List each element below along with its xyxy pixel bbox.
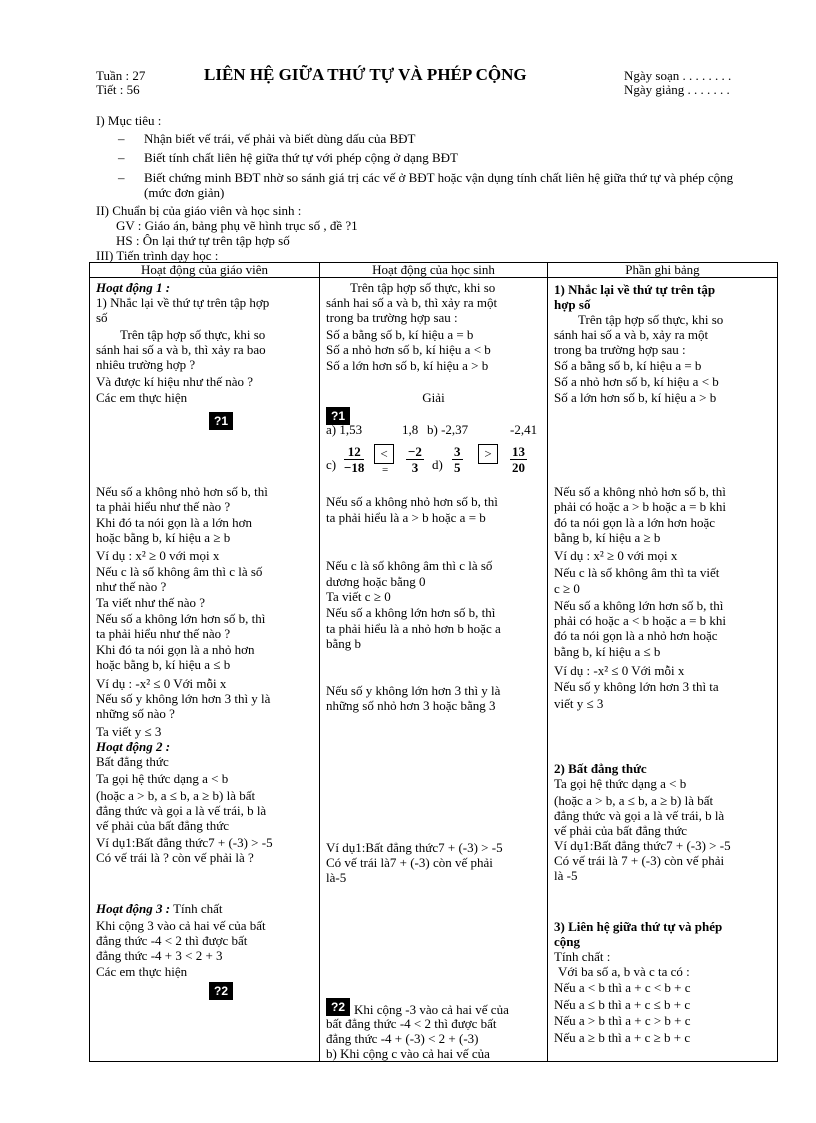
objective-item <box>118 131 768 146</box>
teacher-line: Khi đó ta nói gọn là a nhỏ hơn <box>96 642 255 657</box>
student-line: là-5 <box>326 870 347 885</box>
teacher-line: Ví dụ : -x² ≤ 0 Với mỗi x <box>96 676 227 691</box>
table-header-row <box>90 263 778 278</box>
dash-marker: – <box>118 170 125 185</box>
objective-text: Nhận biết vế trái, vế phải và biết dùng dấu của BĐT <box>144 131 416 146</box>
student-line: Nếu số a không nhỏ hơn số b, thì <box>326 494 498 509</box>
part-c-label: c) <box>326 457 337 472</box>
student-line: Khi cộng -3 vào cả hai vế của <box>354 1002 509 1017</box>
teacher-line: Ví dụ : x² ≥ 0 với mọi x <box>96 548 220 563</box>
student-line: những số nhỏ hơn 3 hoặc bằng 3 <box>326 698 496 713</box>
board-column-header: Phần ghi bảng <box>548 263 778 278</box>
question-2-line <box>326 998 543 1016</box>
teacher-line: Có vế trái là ? còn vế phải là ? <box>96 850 254 865</box>
board-line: Có vế trái là 7 + (-3) còn vế phải <box>554 853 725 868</box>
fraction-13-over-20: $\frac{13}{20}$ <box>512 444 525 475</box>
board-line: sánh hai số a và b, xảy ra một <box>554 327 709 342</box>
student-line: Số a lớn hơn số b, kí hiệu a > b <box>326 358 489 373</box>
student-line: Trên tập hợp số thực, khi so <box>350 280 496 295</box>
teacher-line: hoặc bằng b, kí hiệu a ≥ b <box>96 530 231 545</box>
teacher-line: như thế nào ? <box>96 579 167 594</box>
student-line: sánh hai số a và b, thì xảy ra một <box>326 295 498 310</box>
teacher-line: sánh hai số a và b, thì xảy ra bao <box>96 342 266 357</box>
student-line: Có vế trái là7 + (-3) còn vế phải <box>326 855 493 870</box>
board-section-3-heading-cont: cộng <box>554 934 580 949</box>
board-line: Nếu a ≤ b thì a + c ≤ b + c <box>554 997 691 1012</box>
teacher-line: Khi cộng 3 vào cả hai vế của bất <box>96 918 266 933</box>
board-line: đó ta nói gọn là a nhỏ hơn hoặc <box>554 628 718 643</box>
student-line: Nếu c là số không âm thì c là số <box>326 558 493 573</box>
activity-3-topic: Tính chất <box>173 901 223 916</box>
solution-label: Giải <box>422 390 445 405</box>
objective-text: Biết chứng minh BĐT nhờ so sánh giá trị các vế ở BĐT hoặc vận dụng tính chất liên hệ giữa thứ tự và phép cộng (mức đơn giản) <box>144 170 734 200</box>
teacher-line: Ví dụ1:Bất đẳng thức7 + (-3) > -5 <box>96 835 273 850</box>
dash-marker: – <box>118 150 125 165</box>
teacher-line: Các em thực hiện <box>96 390 188 405</box>
objective-text: Biết tính chất liên hệ giữa thứ tự với phép cộng ở dạng BĐT <box>144 150 458 165</box>
activity-3-line <box>96 901 315 916</box>
student-line: Nếu số a không lớn hơn số b, thì <box>326 605 496 620</box>
objectives-heading: I) Mục tiêu : <box>96 113 162 128</box>
objective-item <box>118 170 758 200</box>
student-column-header: Hoạt động của học sinh <box>320 263 548 278</box>
board-line: Ta gọi hệ thức dạng a < b <box>554 776 687 791</box>
table-content-row <box>90 278 778 1062</box>
teacher-line: Nếu c là số không âm thì c là số <box>96 564 263 579</box>
question-1-badge: ?1 <box>209 412 315 430</box>
teacher-line: những số nào ? <box>96 706 175 721</box>
question-2-badge: ?2 <box>209 982 315 1000</box>
board-line: Nếu số y không lớn hơn 3 thì ta <box>554 679 719 694</box>
student-line: bằng b <box>326 636 362 651</box>
teacher-line: đẳng thức -4 < 2 thì được bất <box>96 933 248 948</box>
teacher-line: số <box>96 310 108 325</box>
board-line: phải có hoặc a < b hoặc a = b khi <box>554 613 727 628</box>
board-line: bằng b, kí hiệu a ≤ b <box>554 644 661 659</box>
answer-a: a) 1,53 <box>326 422 363 437</box>
board-column <box>548 278 778 1062</box>
week-label: Tuần : 27 <box>96 68 146 83</box>
teacher-line: Ta gọi hệ thức dạng a < b <box>96 771 229 786</box>
board-line: Trên tập hợp số thực, khi so <box>578 312 724 327</box>
board-line: là -5 <box>554 868 578 883</box>
teacher-line: đẳng thức và gọi a là vế trái, b là <box>96 803 267 818</box>
activity-3-heading: Hoạt động 3 : <box>96 901 171 916</box>
activity-2-heading: Hoạt động 2 : <box>96 739 171 754</box>
question-1-badge: ?1 <box>326 407 543 425</box>
board-line: Nếu a < b thì a + c < b + c <box>554 980 691 995</box>
student-line: b) Khi cộng c vào cả hai vế của <box>326 1046 490 1061</box>
part-ab-line <box>326 422 543 437</box>
greater-than-box: > <box>478 444 498 464</box>
student-preparation: HS : Ôn lại thứ tự trên tập hợp số <box>116 233 290 248</box>
answer-b-value: -2,41 <box>510 422 538 437</box>
fraction-12-over-18: $\frac{12}{-18}$ <box>344 444 365 475</box>
board-line: phải có hoặc a > b hoặc a = b khi <box>554 499 727 514</box>
student-line: dương hoặc bằng 0 <box>326 574 426 589</box>
part-cd-line <box>326 444 543 484</box>
teacher-line: đẳng thức -4 + 3 < 2 + 3 <box>96 948 223 963</box>
question-2-badge: ?2 <box>326 998 350 1016</box>
teacher-line: ta phải hiểu như thế nào ? <box>96 626 231 641</box>
student-line: Số a nhỏ hơn số b, kí hiệu a < b <box>326 342 491 357</box>
board-line: Nếu số a không lớn hơn số b, thì <box>554 598 724 613</box>
board-line: Nếu c là số không âm thì ta viết <box>554 565 720 580</box>
student-line: Số a bằng số b, kí hiệu a = b <box>326 327 474 342</box>
student-line: Nếu số y không lớn hơn 3 thì y là <box>326 683 501 698</box>
equals-sign: = <box>382 464 389 476</box>
student-line: đẳng thức -4 + (-3) < 2 + (-3) <box>326 1031 479 1046</box>
less-than-box: < <box>374 444 394 464</box>
activity-1-heading: Hoạt động 1 : <box>96 280 171 295</box>
teacher-line: Ta viết như thế nào ? <box>96 595 206 610</box>
teacher-line: nhiêu trường hợp ? <box>96 357 196 372</box>
dash-marker: – <box>118 131 125 146</box>
lesson-label: Tiết : 56 <box>96 82 140 97</box>
teacher-line: vế phải của bất đẳng thức <box>96 818 230 833</box>
student-line: Ta viết c ≥ 0 <box>326 589 391 604</box>
student-line: Ví dụ1:Bất đẳng thức7 + (-3) > -5 <box>326 840 503 855</box>
student-line: trong ba trường hợp sau : <box>326 310 458 325</box>
teacher-line: Và được kí hiệu như thế nào ? <box>96 374 254 389</box>
board-line: Ví dụ : x² ≥ 0 với mọi x <box>554 548 678 563</box>
board-line: c ≥ 0 <box>554 581 580 596</box>
preparation-heading: II) Chuẩn bị của giáo viên và học sinh : <box>96 203 302 218</box>
student-column <box>320 278 548 1062</box>
board-line: Số a lớn hơn số b, kí hiệu a > b <box>554 390 717 405</box>
page-title: LIÊN HỆ GIỮA THỨ TỰ VÀ PHÉP CỘNG <box>204 65 527 84</box>
teacher-line: Nếu số a không nhỏ hơn số b, thì <box>96 484 268 499</box>
board-section-1-heading: 1) Nhắc lại về thứ tự trên tập <box>554 282 716 297</box>
lesson-table <box>89 262 778 1062</box>
board-line: Tính chất : <box>554 949 611 964</box>
teacher-line: Trên tập hợp số thực, khi so <box>120 327 266 342</box>
student-line: bất đẳng thức -4 < 2 thì được bất <box>326 1016 497 1031</box>
student-line: ta phải hiểu là a nhỏ hơn b hoặc a <box>326 621 501 636</box>
objective-item <box>118 150 768 165</box>
teacher-line: Các em thực hiện <box>96 964 188 979</box>
teacher-line: Bất đẳng thức <box>96 754 169 769</box>
fraction-2-over-3: $\frac{-2}{3}$ <box>408 444 422 475</box>
board-line: trong ba trường hợp sau : <box>554 342 686 357</box>
teacher-column-header: Hoạt động của giáo viên <box>90 263 320 278</box>
board-section-1-heading-cont: hợp số <box>554 297 591 312</box>
student-line: ta phải hiểu là a > b hoặc a = b <box>326 510 486 525</box>
teacher-line: Ta viết y ≤ 3 <box>96 724 162 739</box>
teacher-line: 1) Nhắc lại về thứ tự trên tập hợp <box>96 295 270 310</box>
teacher-line: hoặc bằng b, kí hiệu a ≤ b <box>96 657 231 672</box>
part-d-label: d) <box>432 457 443 472</box>
answer-a-value: 1,8 <box>402 422 419 437</box>
teacher-column <box>90 278 320 1062</box>
answer-b: b) -2,37 <box>427 422 469 437</box>
board-line: Số a nhỏ hơn số b, kí hiệu a < b <box>554 374 719 389</box>
board-line: vế phải của bất đẳng thức <box>554 823 688 838</box>
board-line: đẳng thức và gọi a là vế trái, b là <box>554 808 725 823</box>
teacher-preparation: GV : Giáo án, bảng phụ vẽ hình trục số , đề ?1 <box>116 218 358 233</box>
board-section-3-heading: 3) Liên hệ giữa thứ tự và phép <box>554 919 723 934</box>
board-line: Với ba số a, b và c ta có : <box>558 964 690 979</box>
board-line: Ví dụ : -x² ≤ 0 Với mỗi x <box>554 663 685 678</box>
board-line: Ví dụ1:Bất đẳng thức7 + (-3) > -5 <box>554 838 731 853</box>
date-prepared: Ngày soạn . . . . . . . . <box>624 68 732 83</box>
board-line: Số a bằng số b, kí hiệu a = b <box>554 358 702 373</box>
teacher-line: ta phải hiểu như thế nào ? <box>96 499 231 514</box>
teacher-line: Nếu số a không lớn hơn số b, thì <box>96 611 266 626</box>
process-heading: III) Tiến trình dạy học : <box>96 248 219 263</box>
teacher-line: Nếu số y không lớn hơn 3 thì y là <box>96 691 271 706</box>
board-line: đó ta nói gọn là a lớn hơn hoặc <box>554 515 716 530</box>
teacher-line: Khi đó ta nói gọn là a lớn hơn <box>96 515 253 530</box>
board-section-2-heading: 2) Bất đẳng thức <box>554 761 647 776</box>
board-line: Nếu a ≥ b thì a + c ≥ b + c <box>554 1030 691 1045</box>
board-line: bằng b, kí hiệu a ≥ b <box>554 530 661 545</box>
date-taught: Ngày giảng . . . . . . . <box>624 82 730 97</box>
board-line: Nếu a > b thì a + c > b + c <box>554 1013 691 1028</box>
board-line: (hoặc a > b, a ≤ b, a ≥ b) là bất <box>554 793 714 808</box>
board-line: viết y ≤ 3 <box>554 696 604 711</box>
teacher-line: (hoặc a > b, a ≤ b, a ≥ b) là bất <box>96 788 256 803</box>
fraction-3-over-5: $\frac{3}{5}$ <box>454 444 461 475</box>
board-line: Nếu số a không nhỏ hơn số b, thì <box>554 484 726 499</box>
